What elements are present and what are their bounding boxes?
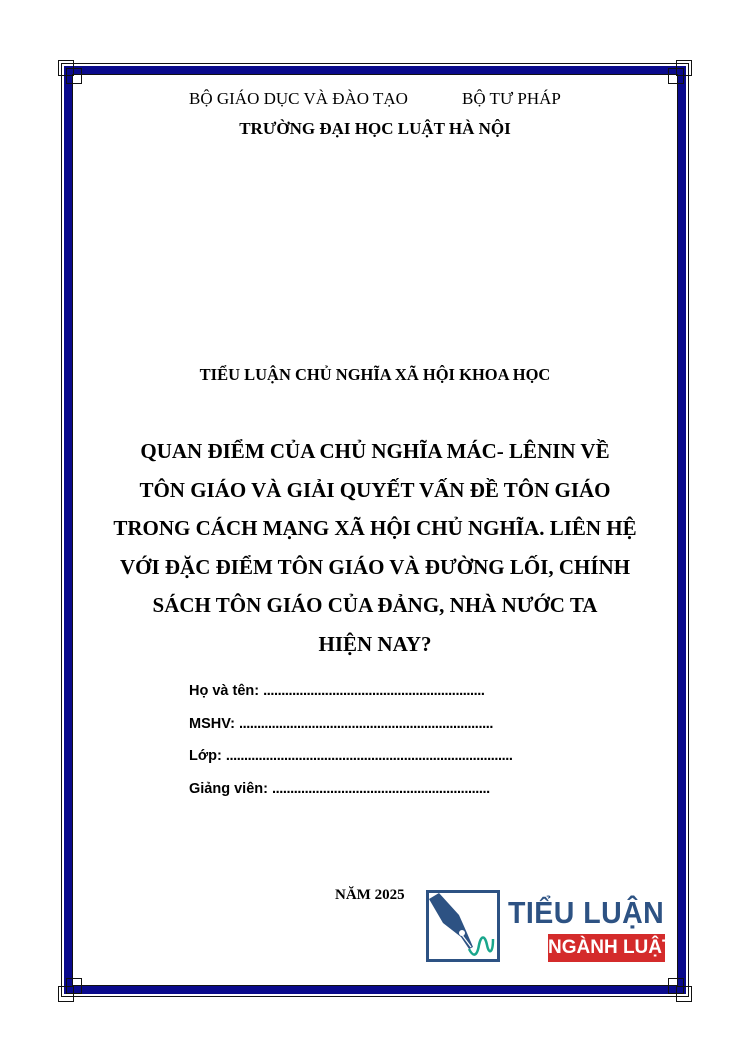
border-corner-ornament — [668, 978, 684, 994]
field-full-name — [189, 683, 549, 716]
field-blank: ............................................................ — [272, 780, 490, 797]
field-label: MSHV: — [189, 715, 235, 732]
field-blank: ............................................................. — [263, 683, 485, 699]
school-name: TRƯỜNG ĐẠI HỌC LUẬT HÀ NỘI — [239, 119, 511, 138]
border-corner-ornament — [66, 68, 82, 84]
field-class — [189, 748, 549, 781]
title-line: VỚI ĐẶC ĐIỂM TÔN GIÁO VÀ ĐƯỜNG LỐI, CHÍNH — [119, 554, 631, 579]
field-label: Lớp: — [189, 748, 222, 764]
field-blank: ............................................................................... — [225, 748, 513, 764]
year-label: NĂM 2025 — [335, 887, 405, 903]
field-label: Họ và tên: — [189, 683, 260, 699]
logo-title: TIỂU LUẬN — [508, 895, 665, 930]
field-student-id — [189, 716, 549, 749]
student-info-fields — [189, 683, 549, 813]
title-line: SÁCH TÔN GIÁO CỦA ĐẢNG, NHÀ NƯỚC TA — [152, 593, 598, 617]
ministry-justice: BỘ TƯ PHÁP — [462, 89, 561, 108]
title-line: QUAN ĐIỂM CỦA CHỦ NGHĨA MÁC- LÊNIN VỀ — [140, 439, 610, 463]
title-line: HIỆN NAY? — [318, 631, 432, 656]
title-line: TÔN GIÁO VÀ GIẢI QUYẾT VẤN ĐỀ TÔN GIÁO — [139, 477, 611, 502]
title-line: TRONG CÁCH MẠNG XÃ HỘI CHỦ NGHĨA. LIÊN HỆ — [113, 516, 637, 540]
field-lecturer — [189, 781, 549, 814]
field-label: Giảng viên: — [189, 780, 268, 797]
field-blank: ...................................................................... — [238, 715, 493, 732]
ministry-education: BỘ GIÁO DỤC VÀ ĐÀO TẠO — [189, 89, 408, 108]
logo-badge: NGÀNH LUẬT — [548, 934, 665, 962]
border-corner-ornament — [668, 68, 684, 84]
essay-title — [95, 432, 655, 663]
border-corner-ornament — [66, 978, 82, 994]
subject-heading: TIỂU LUẬN CHỦ NGHĨA XÃ HỘI KHOA HỌC — [199, 365, 551, 384]
fountain-pen-logo-icon — [426, 890, 500, 962]
fountain-pen-icon — [429, 893, 497, 959]
